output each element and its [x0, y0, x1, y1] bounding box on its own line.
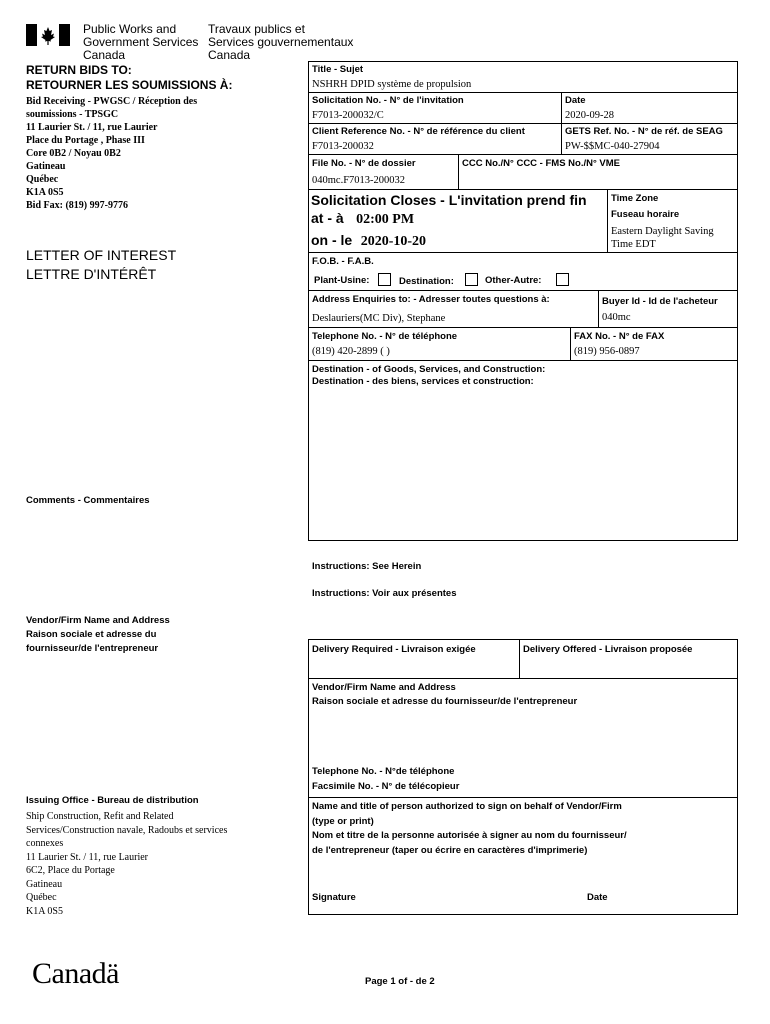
- address-enquiries-value: Deslauriers(MC Div), Stephane: [312, 313, 446, 324]
- solicitation-closes-title: Solicitation Closes - L'invitation prend fin: [311, 192, 587, 208]
- return-bids-fr: RETOURNER LES SOUMISSIONS À:: [26, 78, 233, 92]
- authorized-line: (type or print): [312, 815, 374, 827]
- comments-label: Comments - Commentaires: [26, 495, 150, 506]
- client-reference-label: Client Reference No. - N° de référence du client: [312, 126, 525, 137]
- issuing-line: K1A 0S5: [26, 905, 63, 917]
- form-rule: [308, 154, 738, 155]
- buyer-id-value: 040mc: [602, 312, 631, 323]
- issuing-line: Ship Construction, Refit and Related: [26, 811, 174, 822]
- address-line: soumissions - TPSGC: [26, 109, 119, 120]
- telephone-value: (819) 420-2899 ( ): [312, 346, 390, 357]
- form-rule: [308, 327, 738, 328]
- bid-fax: Bid Fax: (819) 997-9776: [26, 200, 128, 211]
- form-divider: [607, 189, 608, 252]
- gets-reference-label: GETS Ref. No. - N° de réf. de SEAG: [565, 126, 723, 137]
- letter-title-en: LETTER OF INTEREST: [26, 247, 177, 263]
- vendor-name-label: Vendor/Firm Name and Address: [312, 682, 456, 693]
- buyer-id-label: Buyer Id - Id de l'acheteur: [602, 296, 718, 307]
- vendor-label-line: fournisseur/de l'entrepreneur: [26, 643, 159, 654]
- fob-label: F.O.B. - F.A.B.: [312, 256, 374, 267]
- return-bids-address: [26, 95, 197, 212]
- destination-label: Destination:: [399, 276, 454, 287]
- telephone-label: Telephone No. - N° de téléphone: [312, 331, 458, 342]
- signature-date-label: Date: [587, 892, 608, 903]
- address-line: K1A 0S5: [26, 187, 64, 198]
- gets-reference-value: PW-$$MC-040-27904: [565, 141, 660, 152]
- time-zone-value-1: Eastern Daylight Saving: [611, 226, 714, 237]
- fax-label: FAX No. - N° de FAX: [574, 331, 665, 342]
- closing-time-label: at - à: [311, 210, 344, 226]
- address-line: Québec: [26, 174, 59, 185]
- closing-date-label: on - le: [311, 232, 353, 248]
- return-bids-en: RETURN BIDS TO:: [26, 63, 132, 77]
- destination-goods-label-fr: Destination - des biens, services et construction:: [312, 376, 534, 387]
- form-divider: [519, 639, 520, 678]
- file-number-value: 040mc.F7013-200032: [312, 175, 406, 186]
- issuing-line: 11 Laurier St. / 11, rue Laurier: [26, 851, 148, 863]
- canada-flag-icon: [26, 24, 70, 46]
- form-divider: [570, 327, 571, 360]
- form-rule: [308, 360, 738, 361]
- delivery-required-label: Delivery Required - Livraison exigée: [312, 644, 476, 655]
- closing-time-value: 02:00 PM: [356, 212, 415, 227]
- vendor-facsimile-label: Facsimile No. - N° de télécopieur: [312, 781, 460, 792]
- form-rule: [308, 189, 738, 190]
- time-zone-value-2: Time EDT: [611, 239, 656, 250]
- title-label: Title - Sujet: [312, 64, 364, 75]
- time-zone-label: Time Zone: [611, 193, 659, 204]
- form-rule: [308, 92, 738, 93]
- issuing-office-title: Issuing Office - Bureau de distribution: [26, 795, 199, 806]
- issuing-line: Québec: [26, 892, 57, 903]
- vendor-label-line: Vendor/Firm Name and Address: [26, 615, 170, 626]
- vendor-label-line: Raison sociale et adresse du: [26, 629, 157, 640]
- vendor-address-label: [26, 614, 170, 656]
- dept-en-line: Public Works and: [83, 22, 177, 36]
- form-rule: [308, 678, 738, 679]
- vendor-telephone-label: Telephone No. - N°de téléphone: [312, 766, 455, 777]
- authorized-line: Name and title of person authorized to sign on behalf of Vendor/Firm: [312, 801, 622, 812]
- closing-date: [311, 232, 426, 250]
- address-line: Core 0B2 / Noyau 0B2: [26, 148, 121, 159]
- page-number: Page 1 of - de 2: [365, 976, 435, 987]
- address-enquiries-label: Address Enquiries to: - Adresser toutes questions à:: [312, 294, 550, 305]
- department-name-fr: [208, 23, 353, 62]
- client-reference-value: F7013-200032: [312, 141, 374, 152]
- form-rule: [308, 252, 738, 253]
- solicitation-number-label: Solicitation No. - N° de l'invitation: [312, 95, 464, 106]
- form-rule: [308, 290, 738, 291]
- issuing-office-address: [26, 810, 227, 918]
- dept-fr-line: Services gouvernementaux: [208, 35, 354, 49]
- other-checkbox[interactable]: [556, 273, 569, 286]
- form-divider: [561, 92, 562, 154]
- instructions-en: Instructions: See Herein: [312, 561, 422, 572]
- closing-date-value: 2020-10-20: [360, 234, 427, 249]
- address-line: Place du Portage , Phase III: [26, 135, 145, 146]
- other-label: Other-Autre:: [485, 275, 542, 286]
- dept-fr-line: Travaux publics et: [208, 22, 305, 36]
- date-value: 2020-09-28: [565, 110, 614, 121]
- issuing-line: Gatineau: [26, 878, 63, 890]
- dept-en-line: Government Services: [83, 35, 199, 49]
- plant-checkbox[interactable]: [378, 273, 391, 286]
- form-divider: [458, 154, 459, 189]
- title-value: NSHRH DPID système de propulsion: [312, 79, 472, 90]
- issuing-line: 6C2, Place du Portage: [26, 865, 115, 876]
- closing-time: [311, 210, 414, 228]
- return-bids-title: [26, 63, 232, 93]
- authorized-person-label: [312, 800, 627, 858]
- issuing-line: connexes: [26, 838, 64, 849]
- fuseau-horaire-label: Fuseau horaire: [611, 209, 680, 220]
- authorized-line: de l'entrepreneur (taper ou écrire en caractères d'imprimerie): [312, 844, 588, 856]
- dept-en-line: Canada: [83, 48, 126, 62]
- issuing-line: Services/Construction navale, Radoubs et services: [26, 824, 228, 836]
- form-divider: [598, 290, 599, 327]
- canada-wordmark: Canadä: [32, 957, 119, 990]
- letter-title-fr: LETTRE D'INTÉRÊT: [26, 266, 157, 282]
- letter-of-interest-title: [26, 246, 176, 284]
- file-number-label: File No. - N° de dossier: [312, 158, 416, 169]
- ccc-number-label: CCC No./N° CCC - FMS No./N° VME: [462, 158, 621, 169]
- department-name-en: [83, 23, 198, 62]
- destination-goods-label-en: Destination - of Goods, Services, and Construction:: [312, 364, 546, 375]
- signature-label: Signature: [312, 892, 356, 903]
- dept-fr-line: Canada: [208, 48, 251, 62]
- delivery-offered-label: Delivery Offered - Livraison proposée: [523, 644, 693, 655]
- authorized-line: Nom et titre de la personne autorisée à signer au nom du fournisseur/: [312, 830, 627, 841]
- fax-value: (819) 956-0897: [574, 346, 640, 357]
- vendor-name-label-fr: Raison sociale et adresse du fournisseur/de l'entrepreneur: [312, 696, 578, 707]
- address-line: Gatineau: [26, 161, 66, 172]
- date-label: Date: [565, 95, 586, 106]
- form-rule: [308, 123, 738, 124]
- plant-label: Plant-Usine:: [314, 275, 370, 286]
- solicitation-number-value: F7013-200032/C: [312, 110, 384, 121]
- instructions-fr: Instructions: Voir aux présentes: [312, 588, 457, 599]
- address-line: 11 Laurier St. / 11, rue Laurier: [26, 122, 158, 133]
- form-rule: [308, 797, 738, 798]
- destination-checkbox[interactable]: [465, 273, 478, 286]
- address-line: Bid Receiving - PWGSC / Réception des: [26, 96, 198, 107]
